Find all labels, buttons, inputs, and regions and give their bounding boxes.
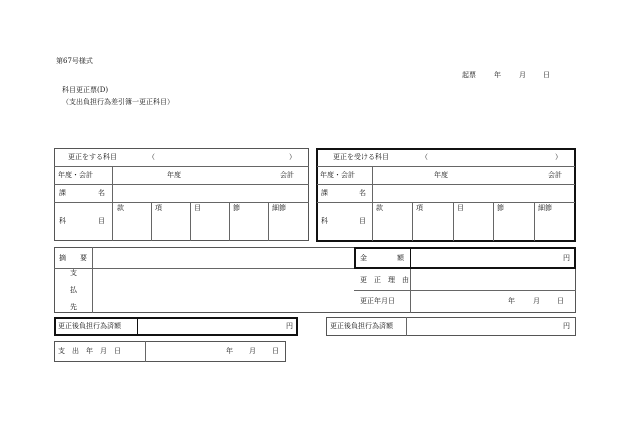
- tekiyo-2: 要: [80, 254, 87, 262]
- left-col-setsu: 節: [233, 204, 240, 212]
- shishutsu-year: 年: [226, 347, 233, 355]
- kin-char: 金: [360, 254, 367, 262]
- gaku-char: 額: [397, 254, 404, 262]
- shishutsu-date-label: 支 出 年 月 日: [58, 347, 121, 355]
- shi-char: 支: [70, 269, 77, 277]
- right-paren-close: ）: [555, 153, 562, 161]
- left-ka: 課: [59, 189, 66, 197]
- right-paren-open: （: [421, 153, 428, 161]
- left-col-ko: 項: [155, 204, 162, 212]
- left-col-moku: 目: [194, 204, 201, 212]
- amount-yen: 円: [563, 254, 570, 262]
- left-after-amount-label: 更正後負担行為済額: [58, 322, 121, 330]
- left-moku: 目: [98, 217, 105, 225]
- right-after-amount-label: 更正後負担行為済額: [330, 322, 393, 330]
- right-col-setsu: 節: [497, 204, 504, 212]
- right-col-saisetsu: 細節: [538, 204, 552, 212]
- form-subtitle: （支出負担行為差引簿一更正科目）: [62, 98, 174, 106]
- right-nendo-kaikei-label: 年度・会計: [320, 171, 355, 179]
- header-month: 月: [519, 71, 526, 79]
- shishutsu-day: 日: [272, 347, 279, 355]
- right-ka: 課: [321, 189, 328, 197]
- header-day: 日: [543, 71, 550, 79]
- tekiyo-1: 摘: [59, 254, 66, 262]
- barai-char: 払: [70, 286, 77, 294]
- amount-box: [354, 247, 576, 269]
- right-mei: 名: [359, 189, 366, 197]
- left-ka-mok: 科: [59, 217, 66, 225]
- header-year: 年: [494, 71, 501, 79]
- left-col-saisetsu: 細節: [272, 204, 286, 212]
- kiyo-label: 起票: [462, 71, 476, 79]
- right-head: 更正を受ける科目: [333, 153, 389, 161]
- left-paren-close: ）: [289, 153, 296, 161]
- left-paren-open: （: [148, 153, 155, 161]
- right-moku: 目: [359, 217, 366, 225]
- form-title: 科目更正票(D): [62, 86, 109, 94]
- left-mei: 名: [98, 189, 105, 197]
- right-col-moku: 目: [457, 204, 464, 212]
- left-nendo: 年度: [167, 171, 181, 179]
- saki-char: 先: [70, 303, 77, 311]
- left-subject-table: [54, 148, 309, 241]
- shishutsu-month: 月: [249, 347, 256, 355]
- left-col-kan: 款: [117, 204, 124, 212]
- right-nendo: 年度: [434, 171, 448, 179]
- left-kaikei: 会計: [280, 171, 294, 179]
- kosei-year: 年: [508, 297, 515, 305]
- right-ka-mok: 科: [321, 217, 328, 225]
- right-col-kan: 款: [376, 204, 383, 212]
- left-nendo-kaikei-label: 年度・会計: [58, 171, 93, 179]
- left-head: 更正をする科目: [68, 153, 117, 161]
- kosei-day: 日: [557, 297, 564, 305]
- kosei-date-label: 更正年月日: [360, 297, 395, 305]
- kosei-riyu-label: 更 正 理 由: [360, 276, 409, 284]
- kosei-month: 月: [533, 297, 540, 305]
- right-after-amount-yen: 円: [563, 322, 570, 330]
- right-col-ko: 項: [416, 204, 423, 212]
- right-kaikei: 会計: [548, 171, 562, 179]
- form-number: 第67号様式: [56, 57, 93, 65]
- left-after-amount-yen: 円: [286, 322, 293, 330]
- right-subject-table: [316, 148, 576, 242]
